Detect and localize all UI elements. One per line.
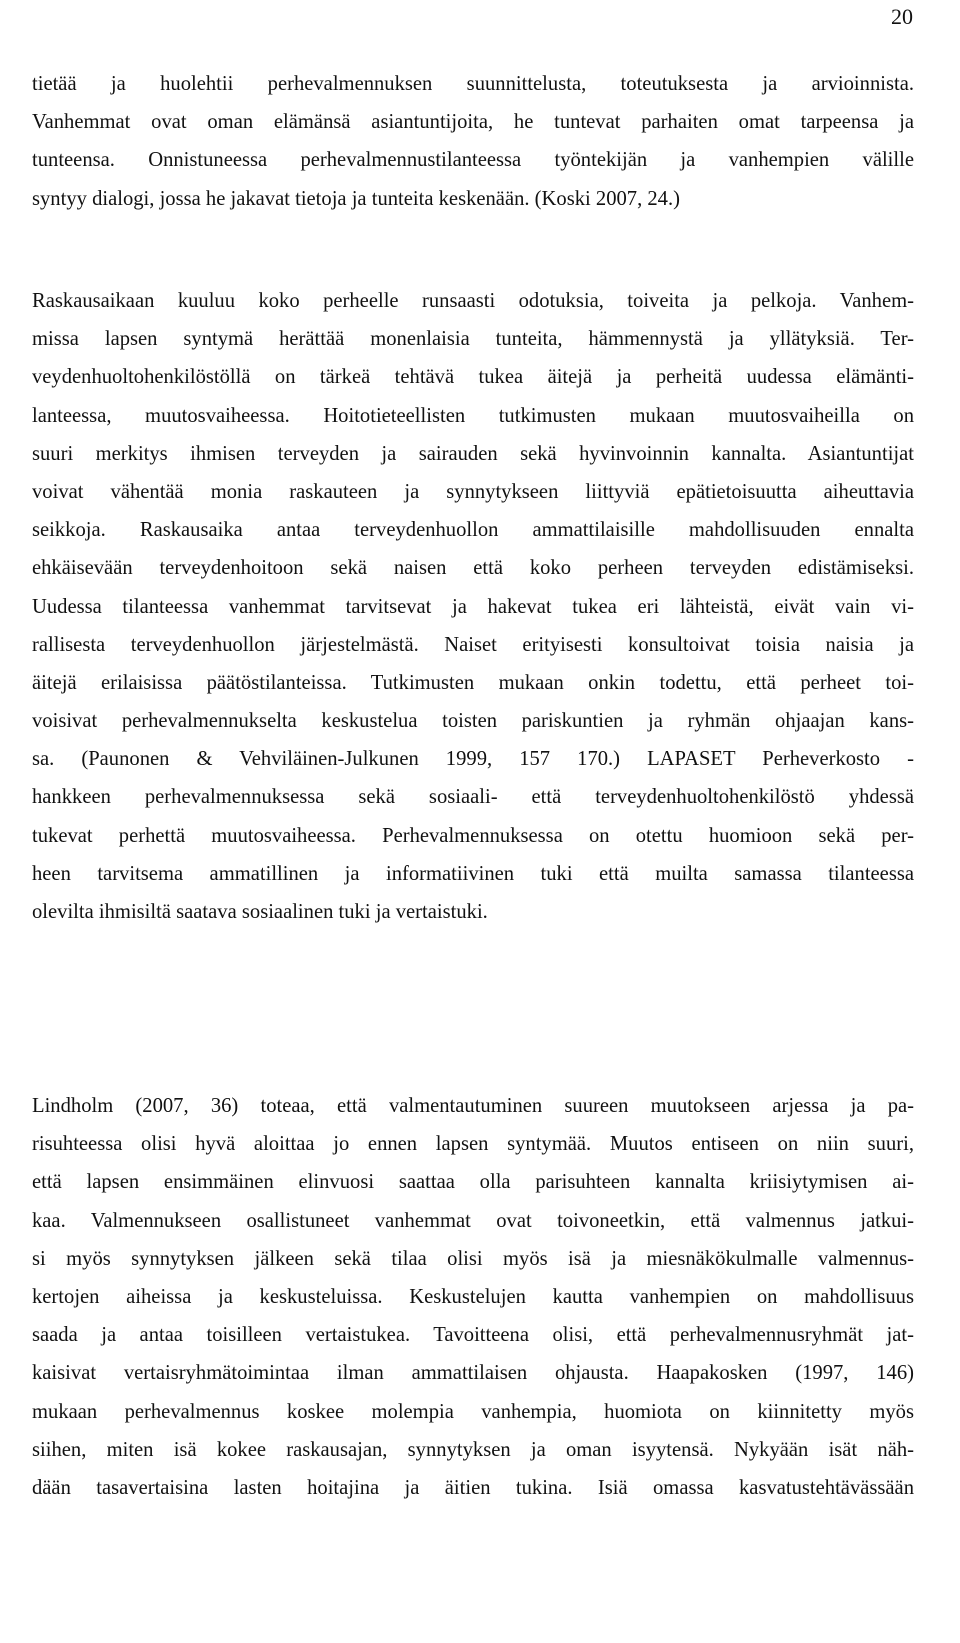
text-line: että lapsen ensimmäinen elinvuosi saattaa olla parisuhteen kannalta kriisiytymisen ai- <box>32 1171 914 1194</box>
text-line: hankkeen perhevalmennuksessa sekä sosiaali- että terveydenhuoltohenkilöstö yhdessä <box>32 786 914 809</box>
text-line: kaa. Valmennukseen osallistuneet vanhemmat ovat toivoneetkin, että valmennus jatkui- <box>32 1209 914 1232</box>
paragraph-3 <box>32 1087 914 1507</box>
text-line: siihen, miten isä kokee raskausajan, synnytyksen ja oman isyytensä. Nykyään isät näh- <box>32 1438 914 1461</box>
text-line: Uudessa tilanteessa vanhemmat tarvitsevat ja hakevat tukea eri lähteistä, eivät vain vi- <box>32 595 914 618</box>
text-line: kertojen aiheissa ja keskusteluissa. Keskustelujen kautta vanhempien on mahdollisuus <box>32 1285 914 1308</box>
page-number: 20 <box>891 4 913 29</box>
paragraph-2 <box>32 282 914 931</box>
text-line: syntyy dialogi, jossa he jakavat tietoja ja tunteita keskenään. (Koski 2007, 24.) <box>32 187 680 210</box>
text-line: dään tasavertaisina lasten hoitajina ja äitien tukina. Isiä omassa kasvatustehtävässään <box>32 1476 914 1499</box>
text-line: seikkoja. Raskausaika antaa terveydenhuollon ammattilaisille mahdollisuuden ennalta <box>32 519 914 542</box>
text-line: kaisivat vertaisryhmätoimintaa ilman ammattilaisen ohjausta. Haapakosken (1997, 146) <box>32 1362 914 1385</box>
text-line: tietää ja huolehtii perhevalmennuksen suunnittelusta, toteutuksesta ja arvioinnista. <box>32 73 914 95</box>
text-line: äitejä erilaisissa päätöstilanteissa. Tutkimusten mukaan onkin todettu, että perheet toi- <box>32 671 914 694</box>
text-line: ehkäisevään terveydenhoitoon sekä naisen että koko perheen terveyden edistämiseksi. <box>32 557 914 580</box>
text-line: missa lapsen syntymä herättää monenlaisia tunteita, hämmennystä ja yllätyksiä. Ter- <box>32 328 914 351</box>
text-line: risuhteessa olisi hyvä aloittaa jo ennen lapsen syntymää. Muutos entiseen on niin suuri, <box>32 1133 914 1156</box>
text-line: voisivat perhevalmennukselta keskustelua toisten pariskuntien ja ryhmän ohjaajan kans- <box>32 710 914 733</box>
text-line: heen tarvitsema ammatillinen ja informatiivinen tuki että muilta samassa tilanteessa <box>32 862 914 885</box>
text-line: si myös synnytyksen jälkeen sekä tilaa olisi myös isä ja miesnäkökulmalle valmennus- <box>32 1247 914 1270</box>
text-line: mukaan perhevalmennus koskee molempia vanhempia, huomiota on kiinnitetty myös <box>32 1400 914 1423</box>
text-line: Vanhemmat ovat oman elämänsä asiantuntijoita, he tuntevat parhaiten omat tarpeensa ja <box>32 111 914 134</box>
text-line: rallisesta terveydenhuollon järjestelmästä. Naiset erityisesti konsultoivat toisia naisia ja <box>32 633 914 656</box>
text-line: voivat vähentää monia raskauteen ja synnytykseen liittyviä epätietoisuutta aiheuttavia <box>32 480 914 503</box>
paragraph-1 <box>32 65 914 218</box>
text-line: Lindholm (2007, 36) toteaa, että valmentautuminen suureen muutokseen arjessa ja pa- <box>32 1095 914 1117</box>
text-line: tunteensa. Onnistuneessa perhevalmennustilanteessa työntekijän ja vanhempien välille <box>32 149 914 172</box>
text-line: sa. (Paunonen & Vehviläinen-Julkunen 1999, 157 170.) LAPASET Perheverkosto - <box>32 748 914 771</box>
text-line: tukevat perhettä muutosvaiheessa. Perhevalmennuksessa on otettu huomioon sekä per- <box>32 824 914 847</box>
text-line: lanteessa, muutosvaiheessa. Hoitotieteellisten tutkimusten mukaan muutosvaiheilla on <box>32 404 914 427</box>
text-line: olevilta ihmisiltä saatava sosiaalinen tuki ja vertaistuki. <box>32 901 488 923</box>
text-line: veydenhuoltohenkilöstöllä on tärkeä tehtävä tukea äitejä ja perheitä uudessa elämänti- <box>32 366 914 389</box>
text-line: Raskausaikaan kuuluu koko perheelle runsaasti odotuksia, toiveita ja pelkoja. Vanhem- <box>32 290 914 312</box>
text-line: suuri merkitys ihmisen terveyden ja sairauden sekä hyvinvoinnin kannalta. Asiantuntijat <box>32 442 914 465</box>
text-line: saada ja antaa toisilleen vertaistukea. Tavoitteena olisi, että perhevalmennusryhmät jat- <box>32 1324 914 1347</box>
